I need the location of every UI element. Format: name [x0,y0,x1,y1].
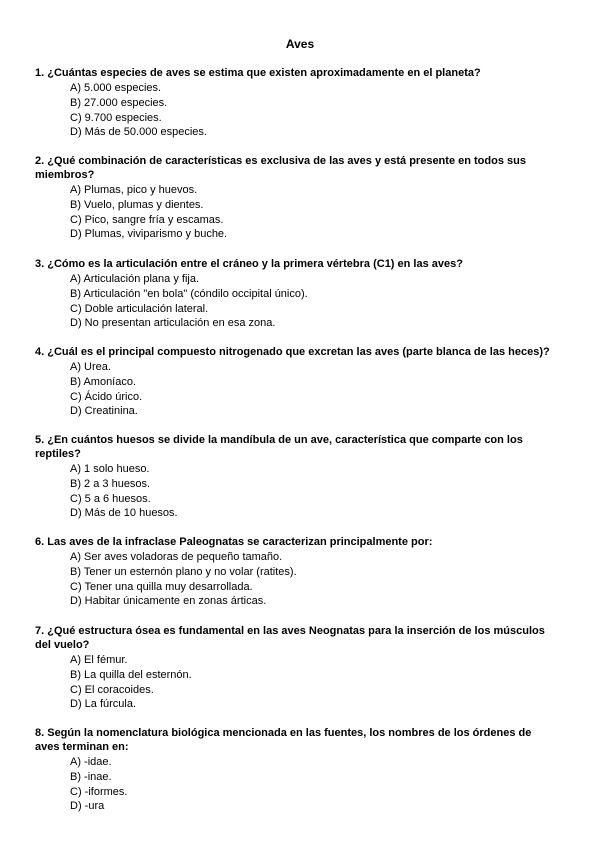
question-3 [35,257,550,331]
option-b: B) -inae. [70,770,112,783]
question-text: 6. Las aves de la infraclase Paleognatas se caracterizan principalmente por: [35,536,433,548]
option-a: A) Urea. [70,361,111,373]
option-c: C) 5 a 6 huesos. [70,492,151,505]
option-d: D) Más de 10 huesos. [70,507,178,520]
question-2 [35,154,550,242]
options-list [70,81,550,140]
option-a: A) -idae. [70,756,112,768]
option-c: C) 9.700 especies. [70,111,162,124]
question-6 [35,535,550,609]
question-text: 7. ¿Qué estructura ósea es fundamental en las aves Neognatas para la inserción de los músculos del vuelo? [35,625,545,651]
option-c: C) Pico, sangre fría y escamas. [70,213,224,226]
question-5 [35,433,550,521]
option-d: D) Más de 50.000 especies. [70,126,207,139]
question-text: 4. ¿Cuál es el principal compuesto nitrogenado que excretan las aves (parte blanca de las heces)? [35,346,550,358]
option-c: C) Tener una quilla muy desarrollada. [70,580,253,593]
option-d: D) -ura [70,800,105,813]
options-list [70,653,550,712]
options-list [70,462,550,521]
option-b: B) 2 a 3 huesos. [70,477,151,490]
option-d: D) La fúrcula. [70,698,137,711]
option-a: A) Ser aves voladoras de pequeño tamaño. [70,551,283,563]
question-text: 2. ¿Qué combinación de características es exclusiva de las aves y está presente en todos sus miembros? [35,155,526,181]
option-d: D) Habitar únicamente en zonas árticas. [70,595,267,608]
option-a: A) 5.000 especies. [70,82,162,94]
question-7 [35,624,550,712]
option-d: D) Plumas, viviparismo y buche. [70,228,228,241]
option-b: B) Amoníaco. [70,375,137,388]
option-a: A) Plumas, pico y huevos. [70,184,198,196]
option-c: C) El coracoides. [70,683,154,696]
options-list [70,550,550,609]
question-text: 5. ¿En cuántos huesos se divide la mandíbula de un ave, característica que comparte con los reptiles? [35,434,523,460]
option-c: C) Doble articulación lateral. [70,302,209,315]
options-list [70,272,550,331]
question-4 [35,345,550,419]
question-1 [35,66,550,140]
page-title: Aves [285,37,315,51]
option-d: D) No presentan articulación en esa zona. [70,317,276,330]
question-text: 1. ¿Cuántas especies de aves se estima que existen aproximadamente en el planeta? [35,67,481,79]
options-list [70,755,550,814]
question-text: 3. ¿Cómo es la articulación entre el cráneo y la primera vértebra (C1) en las aves? [35,258,463,270]
option-a: A) Articulación plana y fija. [70,273,200,285]
option-a: A) 1 solo hueso. [70,463,150,475]
option-d: D) Creatinina. [70,405,138,418]
option-c: C) Ácido úrico. [70,390,143,403]
question-8 [35,726,550,814]
option-b: B) Vuelo, plumas y dientes. [70,198,204,211]
options-list [70,360,550,419]
options-list [70,183,550,242]
option-a: A) El fémur. [70,654,128,666]
option-b: B) 27.000 especies. [70,96,168,109]
question-text: 8. Según la nomenclatura biológica mencionada en las fuentes, los nombres de los órdenes de aves terminan en: [35,727,532,753]
option-c: C) -iformes. [70,785,128,798]
option-b: B) La quilla del esternón. [70,668,192,681]
option-b: B) Tener un esternón plano y no volar (ratites). [70,565,297,578]
option-b: B) Articulación "en bola" (cóndilo occipital único). [70,287,308,300]
